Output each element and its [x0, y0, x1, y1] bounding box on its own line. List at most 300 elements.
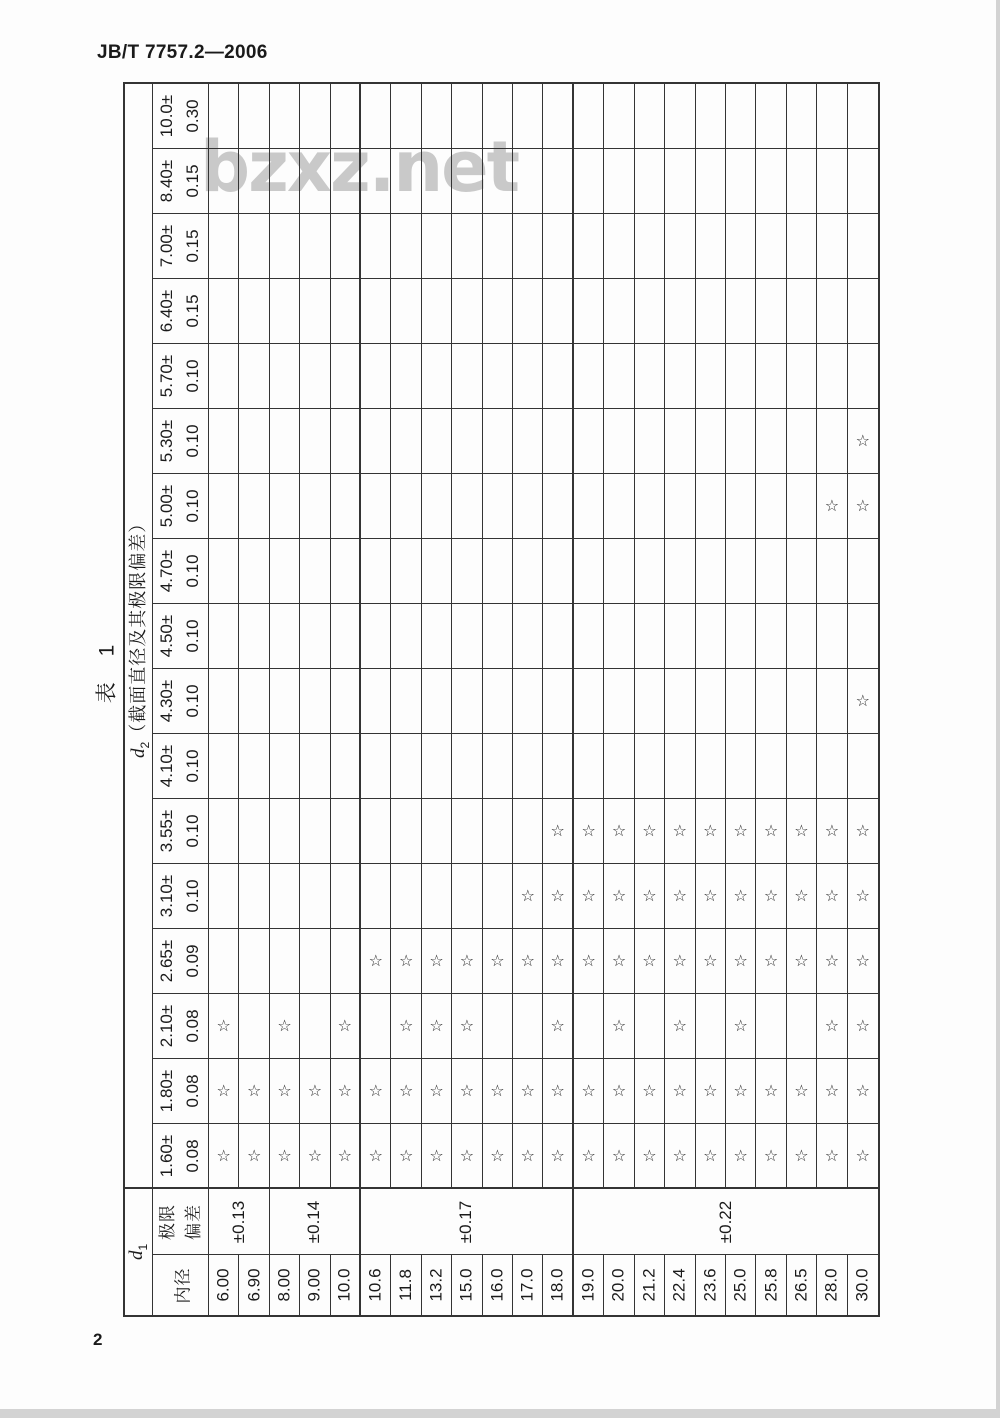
star-icon: ☆	[855, 496, 870, 515]
data-cell	[604, 409, 634, 474]
star-icon: ☆	[490, 1081, 505, 1100]
star-icon: ☆	[550, 1081, 565, 1100]
data-cell	[604, 474, 634, 539]
star-icon: ☆	[429, 1016, 444, 1035]
data-cell	[665, 669, 695, 734]
data-cell	[817, 734, 847, 799]
star-icon: ☆	[824, 1081, 840, 1100]
data-cell	[300, 994, 330, 1059]
data-cell	[209, 1124, 239, 1189]
data-cell	[513, 539, 543, 604]
data-cell	[848, 474, 878, 539]
data-cell	[543, 864, 573, 929]
inner-diameter-value: 11.8	[391, 1255, 421, 1315]
data-cell	[239, 149, 269, 214]
star-icon: ☆	[763, 1081, 779, 1100]
data-cell	[270, 864, 300, 929]
data-cell	[331, 669, 361, 734]
data-cell	[422, 734, 452, 799]
data-cell	[543, 929, 573, 994]
data-cell	[756, 734, 786, 799]
data-cell	[635, 994, 665, 1059]
star-icon: ☆	[216, 1081, 231, 1100]
star-icon: ☆	[398, 1081, 414, 1100]
data-cell	[726, 669, 756, 734]
data-cell	[391, 604, 421, 669]
inner-diameter-value: 20.0	[604, 1255, 634, 1315]
data-cell	[543, 149, 573, 214]
star-icon: ☆	[824, 951, 840, 970]
data-cell	[726, 539, 756, 604]
data-cell	[331, 1059, 361, 1124]
data-cell	[422, 409, 452, 474]
data-cell	[300, 149, 330, 214]
d2-size-label: 2.65± 0.09	[153, 929, 209, 994]
d2-size-label: 1.60± 0.08	[153, 1124, 209, 1189]
data-cell	[331, 279, 361, 344]
data-cell	[635, 799, 665, 864]
data-cell	[574, 929, 604, 994]
data-cell	[361, 994, 391, 1059]
data-cell	[483, 1124, 513, 1189]
d2-size-label: 4.30± 0.10	[153, 669, 209, 734]
data-cell	[665, 539, 695, 604]
data-cell	[422, 539, 452, 604]
star-icon: ☆	[581, 821, 596, 840]
star-icon: ☆	[763, 951, 779, 970]
data-cell	[848, 734, 878, 799]
star-icon: ☆	[550, 1016, 565, 1035]
data-cell	[787, 409, 817, 474]
star-icon: ☆	[520, 1145, 535, 1165]
data-cell	[422, 994, 452, 1059]
data-cell	[756, 929, 786, 994]
data-cell	[756, 1059, 786, 1124]
data-cell	[604, 994, 634, 1059]
data-cell	[817, 84, 847, 149]
data-cell	[270, 344, 300, 409]
star-icon: ☆	[855, 691, 870, 710]
data-cell	[787, 994, 817, 1059]
data-cell	[483, 84, 513, 149]
data-cell	[452, 864, 482, 929]
data-cell	[726, 734, 756, 799]
star-icon: ☆	[733, 886, 748, 905]
data-cell	[422, 279, 452, 344]
data-cell	[391, 474, 421, 539]
data-cell	[574, 994, 604, 1059]
data-cell	[574, 84, 604, 149]
data-cell	[635, 409, 665, 474]
tolerance-value-cell: ±0.22	[574, 1189, 878, 1255]
data-cell	[726, 1059, 756, 1124]
star-icon: ☆	[855, 1145, 870, 1165]
data-cell	[696, 214, 726, 279]
data-cell	[604, 669, 634, 734]
data-cell	[239, 344, 269, 409]
star-icon: ☆	[429, 1145, 444, 1165]
data-cell	[452, 929, 482, 994]
data-cell	[726, 149, 756, 214]
star-icon: ☆	[824, 1145, 840, 1165]
data-cell	[787, 864, 817, 929]
data-cell	[331, 214, 361, 279]
data-cell	[848, 1059, 878, 1124]
data-cell	[239, 279, 269, 344]
data-cell	[635, 279, 665, 344]
data-cell	[483, 409, 513, 474]
data-cell	[543, 734, 573, 799]
data-cell	[452, 994, 482, 1059]
data-cell	[270, 604, 300, 669]
star-icon: ☆	[855, 1016, 870, 1035]
data-cell	[848, 279, 878, 344]
star-icon: ☆	[611, 821, 627, 840]
inner-diameter-value: 18.0	[543, 1255, 573, 1315]
data-cell	[513, 929, 543, 994]
data-cell	[239, 1124, 269, 1189]
star-icon: ☆	[824, 496, 840, 515]
data-cell	[422, 929, 452, 994]
data-cell	[239, 994, 269, 1059]
data-cell	[513, 84, 543, 149]
star-icon: ☆	[337, 1081, 352, 1100]
data-cell	[665, 344, 695, 409]
watermark: bzxz.net	[200, 126, 519, 208]
data-cell	[452, 669, 482, 734]
data-cell	[604, 214, 634, 279]
d2-size-label: 3.55± 0.10	[153, 799, 209, 864]
inner-diameter-value: 8.00	[270, 1255, 300, 1315]
data-cell	[665, 1059, 695, 1124]
data-cell	[635, 474, 665, 539]
d2-size-label: 3.10± 0.10	[153, 864, 209, 929]
data-cell	[543, 409, 573, 474]
data-cell	[787, 279, 817, 344]
star-icon: ☆	[672, 821, 687, 840]
data-cell	[331, 344, 361, 409]
star-icon: ☆	[611, 1145, 627, 1165]
data-cell	[848, 1124, 878, 1189]
star-icon: ☆	[246, 1145, 262, 1165]
data-cell	[239, 929, 269, 994]
data-cell	[209, 279, 239, 344]
data-cell	[361, 409, 391, 474]
star-icon: ☆	[794, 886, 809, 905]
data-cell	[574, 279, 604, 344]
data-cell	[513, 279, 543, 344]
data-cell	[635, 1124, 665, 1189]
data-cell	[726, 929, 756, 994]
data-cell	[452, 344, 482, 409]
data-cell	[635, 864, 665, 929]
data-cell	[756, 604, 786, 669]
data-cell	[300, 214, 330, 279]
data-cell	[239, 214, 269, 279]
data-cell	[300, 84, 330, 149]
data-cell	[543, 539, 573, 604]
data-cell	[787, 84, 817, 149]
data-cell	[574, 539, 604, 604]
data-cell	[604, 84, 634, 149]
data-cell	[361, 214, 391, 279]
data-cell	[270, 214, 300, 279]
data-cell	[543, 799, 573, 864]
star-icon: ☆	[611, 1016, 627, 1035]
data-cell	[513, 1059, 543, 1124]
data-cell	[483, 344, 513, 409]
inner-diameter-value: 23.6	[696, 1255, 726, 1315]
data-cell	[483, 799, 513, 864]
data-cell	[665, 929, 695, 994]
data-cell	[209, 539, 239, 604]
data-cell	[574, 149, 604, 214]
star-icon: ☆	[398, 1145, 414, 1165]
data-cell	[270, 669, 300, 734]
inner-diameter-value: 21.2	[635, 1255, 665, 1315]
data-cell	[787, 1124, 817, 1189]
data-cell	[665, 149, 695, 214]
data-cell	[361, 734, 391, 799]
tolerance-value-cell: ±0.13	[209, 1189, 270, 1255]
data-cell	[756, 864, 786, 929]
data-cell	[817, 994, 847, 1059]
data-cell	[726, 994, 756, 1059]
data-cell	[543, 1059, 573, 1124]
data-cell	[300, 474, 330, 539]
data-cell	[604, 929, 634, 994]
star-icon: ☆	[611, 886, 627, 905]
data-cell	[483, 604, 513, 669]
data-cell	[696, 279, 726, 344]
data-cell	[300, 734, 330, 799]
data-cell	[361, 604, 391, 669]
data-cell	[422, 669, 452, 734]
d2-size-label: 4.70± 0.10	[153, 539, 209, 604]
data-cell	[574, 734, 604, 799]
data-cell	[574, 864, 604, 929]
data-cell	[331, 799, 361, 864]
data-cell	[391, 279, 421, 344]
inner-diameter-value: 22.4	[665, 1255, 695, 1315]
data-cell	[817, 474, 847, 539]
data-cell	[209, 474, 239, 539]
data-cell	[300, 409, 330, 474]
data-cell	[209, 734, 239, 799]
data-cell	[300, 864, 330, 929]
star-icon: ☆	[550, 951, 565, 970]
inner-diameter-value: 16.0	[483, 1255, 513, 1315]
page-number: 2	[93, 1330, 103, 1349]
data-cell	[483, 864, 513, 929]
data-cell	[209, 864, 239, 929]
data-cell	[270, 409, 300, 474]
data-cell	[331, 409, 361, 474]
data-cell	[635, 669, 665, 734]
star-icon: ☆	[642, 886, 657, 905]
data-cell	[817, 409, 847, 474]
data-cell	[331, 929, 361, 994]
data-cell	[574, 799, 604, 864]
star-icon: ☆	[368, 951, 383, 970]
data-cell	[756, 1124, 786, 1189]
data-cell	[361, 84, 391, 149]
data-cell	[604, 344, 634, 409]
inner-diameter-value: 10.0	[331, 1255, 361, 1315]
data-cell	[422, 1124, 452, 1189]
data-cell	[574, 409, 604, 474]
data-cell	[452, 474, 482, 539]
data-cell	[452, 409, 482, 474]
data-cell	[848, 929, 878, 994]
data-cell	[361, 929, 391, 994]
data-cell	[422, 1059, 452, 1124]
star-icon: ☆	[642, 1145, 657, 1165]
data-cell	[209, 344, 239, 409]
data-cell	[391, 344, 421, 409]
d2-size-label: 5.30± 0.10	[153, 409, 209, 474]
data-cell	[483, 1059, 513, 1124]
data-cell	[209, 214, 239, 279]
star-icon: ☆	[824, 886, 840, 905]
data-cell	[817, 929, 847, 994]
data-cell	[513, 669, 543, 734]
star-icon: ☆	[307, 1081, 323, 1100]
variable-symbol: $d_2$	[128, 741, 153, 758]
data-cell	[361, 799, 391, 864]
data-cell	[696, 799, 726, 864]
star-icon: ☆	[763, 886, 779, 905]
data-cell	[270, 799, 300, 864]
data-cell	[604, 149, 634, 214]
data-cell	[361, 864, 391, 929]
data-cell	[483, 149, 513, 214]
data-cell	[696, 1059, 726, 1124]
data-cell	[483, 214, 513, 279]
data-cell	[756, 994, 786, 1059]
data-cell	[391, 929, 421, 994]
data-cell	[209, 669, 239, 734]
data-cell	[635, 539, 665, 604]
standard-table	[123, 82, 880, 1317]
data-cell	[848, 344, 878, 409]
star-icon: ☆	[642, 951, 657, 970]
data-cell	[391, 994, 421, 1059]
data-cell	[452, 604, 482, 669]
data-cell	[665, 474, 695, 539]
inner-diameter-value: 13.2	[422, 1255, 452, 1315]
data-cell	[787, 214, 817, 279]
data-cell	[270, 149, 300, 214]
data-cell	[726, 214, 756, 279]
data-cell	[787, 669, 817, 734]
data-cell	[665, 799, 695, 864]
data-cell	[300, 799, 330, 864]
star-icon: ☆	[672, 1016, 687, 1035]
star-icon: ☆	[763, 821, 779, 840]
data-cell	[604, 1059, 634, 1124]
data-cell	[787, 734, 817, 799]
data-cell	[787, 344, 817, 409]
data-cell	[756, 344, 786, 409]
data-cell	[331, 1124, 361, 1189]
star-icon: ☆	[520, 1081, 535, 1100]
data-cell	[665, 734, 695, 799]
data-cell	[239, 1059, 269, 1124]
star-icon: ☆	[642, 1081, 657, 1100]
data-cell	[665, 994, 695, 1059]
page-edge-bottom	[0, 1409, 1000, 1418]
data-cell	[239, 539, 269, 604]
star-icon: ☆	[794, 1081, 809, 1100]
data-cell	[391, 734, 421, 799]
data-cell	[848, 214, 878, 279]
data-cell	[696, 409, 726, 474]
data-cell	[604, 1124, 634, 1189]
data-cell	[574, 474, 604, 539]
data-cell	[635, 1059, 665, 1124]
star-icon: ☆	[581, 951, 596, 970]
data-cell	[756, 84, 786, 149]
data-cell	[452, 279, 482, 344]
data-cell	[665, 864, 695, 929]
data-cell	[422, 344, 452, 409]
doc-header: JB/T 7757.2—2006	[97, 42, 268, 63]
data-cell	[452, 149, 482, 214]
data-cell	[848, 864, 878, 929]
star-icon: ☆	[581, 886, 596, 905]
star-icon: ☆	[672, 1145, 687, 1165]
d2-size-label: 10.0± 0.30	[153, 84, 209, 149]
data-cell	[513, 734, 543, 799]
data-cell	[696, 149, 726, 214]
data-cell	[604, 279, 634, 344]
star-icon: ☆	[794, 1145, 809, 1165]
data-cell	[787, 604, 817, 669]
star-icon: ☆	[672, 886, 687, 905]
data-cell	[696, 539, 726, 604]
data-cell	[391, 409, 421, 474]
star-icon: ☆	[277, 1016, 292, 1035]
data-cell	[848, 994, 878, 1059]
data-cell	[848, 604, 878, 669]
data-cell	[665, 214, 695, 279]
data-cell	[331, 84, 361, 149]
data-cell	[756, 474, 786, 539]
star-icon: ☆	[337, 1016, 352, 1035]
star-icon: ☆	[459, 1145, 475, 1165]
data-cell	[787, 1059, 817, 1124]
inner-diameter-value: 19.0	[574, 1255, 604, 1315]
data-cell	[848, 669, 878, 734]
data-cell	[452, 84, 482, 149]
data-cell	[361, 279, 391, 344]
data-cell	[817, 539, 847, 604]
data-cell	[209, 929, 239, 994]
data-cell	[665, 409, 695, 474]
data-cell	[726, 279, 756, 344]
data-cell	[726, 604, 756, 669]
d2-size-label: 8.40± 0.15	[153, 149, 209, 214]
data-cell	[543, 669, 573, 734]
data-cell	[300, 539, 330, 604]
star-icon: ☆	[703, 1145, 718, 1165]
data-cell	[483, 994, 513, 1059]
data-cell	[300, 344, 330, 409]
data-cell	[756, 279, 786, 344]
star-icon: ☆	[824, 821, 840, 840]
data-cell	[848, 409, 878, 474]
